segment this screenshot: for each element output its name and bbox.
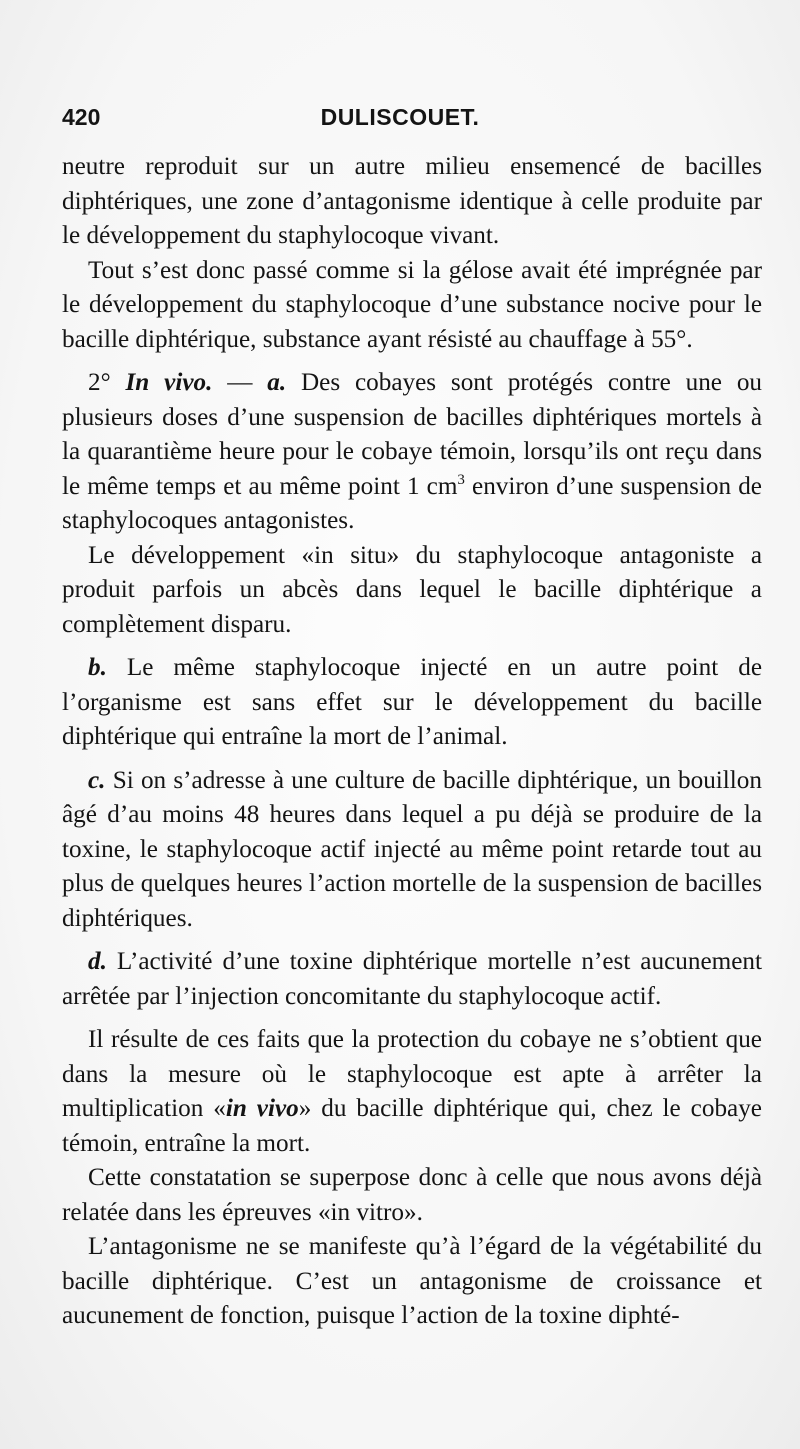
item-letter-b: b.	[88, 654, 107, 681]
italic-in-vivo: in vivo	[225, 1095, 299, 1122]
paragraph-in-vivo-a	[62, 366, 762, 539]
paragraph-text: Des cobayes sont protégés contre une ou plusieurs doses d’une suspension de bacilles diphtériques mortels à la quarantième heure pour le cobaye témoin, lorsqu’ils ont reçu dans le même temps et au même point 1 cm	[62, 369, 763, 500]
paragraph-in-situ: Le développement «in situ» du staphylocoque antagoniste a produit parfois un abcès dans lequel le bacille diphtérique a complètement disparu.	[62, 541, 762, 638]
paragraph-text: Le même staphylocoque injecté en un autre point de l’organisme est sans effet sur le développement du bacille diphtérique qui entraîne la mort de l’animal.	[62, 654, 762, 750]
section-title-in-vivo: In vivo.	[125, 369, 213, 396]
paragraph-conclusion	[62, 1023, 762, 1161]
page-number: 420	[62, 104, 101, 130]
paragraph-item-c	[62, 764, 762, 937]
paragraph-item-b	[62, 651, 762, 755]
superscript: 3	[457, 471, 465, 488]
paragraph-gelose: Tout s’est donc passé comme si la gélose avait été imprégnée par le développement du staphylocoque d’une substance nocive pour le bacille diphtérique, substance ayant résisté au chauffage à 55°.	[62, 256, 762, 353]
running-title: DULISCOUET.	[320, 104, 480, 130]
page-header	[62, 104, 738, 144]
item-letter-d: d.	[88, 948, 107, 975]
paragraph-continuation: neutre reproduit sur un autre milieu ensemencé de bacilles diphtériques, une zone d’antagonisme identique à celle produite par le développement du staphylocoque vivant.	[62, 153, 762, 249]
paragraph-text: » du bacille diphtérique qui, chez le cobaye témoin, entraîne la mort.	[62, 1095, 762, 1157]
paragraph-antagonisme: L’antagonisme ne se manifeste qu’à l’égard de la végétabilité du bacille diphtérique. C’est un antagonisme de croissance et aucunement de fonction, puisque l’action de la toxine diphté-	[62, 1233, 762, 1329]
paragraph-item-d	[62, 945, 762, 1014]
item-letter-a: a.	[267, 369, 287, 396]
paragraph-text: Il résulte de ces faits que la protection du cobaye ne s’obtient que dans la mesure où le staphylocoque est apte à arrêter la multiplication «	[62, 1026, 762, 1122]
em-dash: —	[212, 369, 268, 396]
paragraph-text: environ d’une suspension de staphylocoques antagonistes.	[62, 472, 762, 534]
item-letter-c: c.	[88, 766, 106, 794]
paragraph-text: Si on s’adresse à une culture de bacille diphtérique, un bouillon âgé d’au moins 48 heures dans lequel a pu déjà se produire de la toxine, le staphylocoque actif injecté au même point retarde tout au plus de quelques heures l’action mortelle de la suspension de bacilles diphtériques.	[62, 766, 762, 932]
paragraph-text: L’activité d’une toxine diphtérique mortelle n’est aucunement arrêtée par l’injection concomitante du staphylocoque actif.	[62, 948, 762, 1010]
paragraph-constatation: Cette constatation se superpose donc à celle que nous avons déjà relatée dans les épreuves «in vitro».	[62, 1164, 762, 1226]
section-number: 2°	[88, 369, 111, 396]
page-body	[62, 150, 762, 1334]
